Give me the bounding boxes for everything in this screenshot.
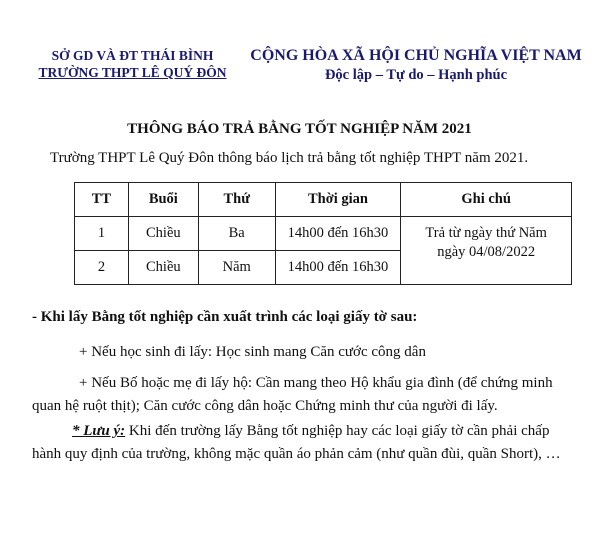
row-weekday: Ba xyxy=(198,217,275,251)
attention-note xyxy=(32,420,562,466)
intro-text: Trường THPT Lê Quý Đôn thông báo lịch trả bằng tốt nghiệp THPT năm 2021. xyxy=(50,150,529,166)
col-header-time: Thời gian xyxy=(275,183,401,217)
note-line-2: ngày 04/08/2022 xyxy=(437,243,536,260)
country-name: CỘNG HÒA XÃ HỘI CHỦ NGHĨA VIỆT NAM xyxy=(250,47,582,64)
col-header-weekday: Thứ xyxy=(198,183,275,217)
row-number: 2 xyxy=(75,251,129,285)
department-name: SỞ GD VÀ ĐT THÁI BÌNH xyxy=(51,48,214,63)
row-session: Chiều xyxy=(128,251,198,285)
attention-label: * Lưu ý: xyxy=(72,423,126,439)
requirement-item-student: + Nếu học sinh đi lấy: Học sinh mang Căn cước công dân xyxy=(79,344,426,360)
requirements-heading: - Khi lấy Bằng tốt nghiệp cần xuất trình các loại giấy tờ sau: xyxy=(32,309,418,325)
note-line-1: Trả từ ngày thứ Năm xyxy=(425,224,547,241)
national-header xyxy=(235,45,597,84)
row-session: Chiều xyxy=(128,217,198,251)
row-weekday: Năm xyxy=(198,251,275,285)
school-name: TRƯỜNG THPT LÊ QUÝ ĐÔN xyxy=(38,65,227,80)
col-header-session: Buổi xyxy=(128,183,198,217)
requirement-item-parent: + Nếu Bố hoặc mẹ đi lấy hộ: Cần mang theo Hộ khẩu gia đình (để chứng minh quan hệ ruột thịt); Căn cước công dân hoặc Chứng minh thư của người đi lấy. xyxy=(32,375,553,414)
attention-text: Khi đến trường lấy Bằng tốt nghiệp hay các loại giấy tờ cần phải chấp hành quy định của trường, không mặc quần áo phản cảm (như quần đùi, quần Short), … xyxy=(32,423,561,462)
row-number: 1 xyxy=(75,217,129,251)
table-row xyxy=(75,217,572,251)
table-header-row xyxy=(75,183,572,217)
col-header-note: Ghi chú xyxy=(401,183,572,217)
col-header-tt: TT xyxy=(75,183,129,217)
row-time: 14h00 đến 16h30 xyxy=(275,251,401,285)
note-cell xyxy=(401,217,572,285)
document-title: THÔNG BÁO TRẢ BẰNG TỐT NGHIỆP NĂM 2021 xyxy=(127,121,472,137)
national-motto: Độc lập – Tự do – Hạnh phúc xyxy=(324,67,508,83)
issuing-organization xyxy=(0,47,265,81)
row-time: 14h00 đến 16h30 xyxy=(275,217,401,251)
schedule-table xyxy=(74,182,572,285)
